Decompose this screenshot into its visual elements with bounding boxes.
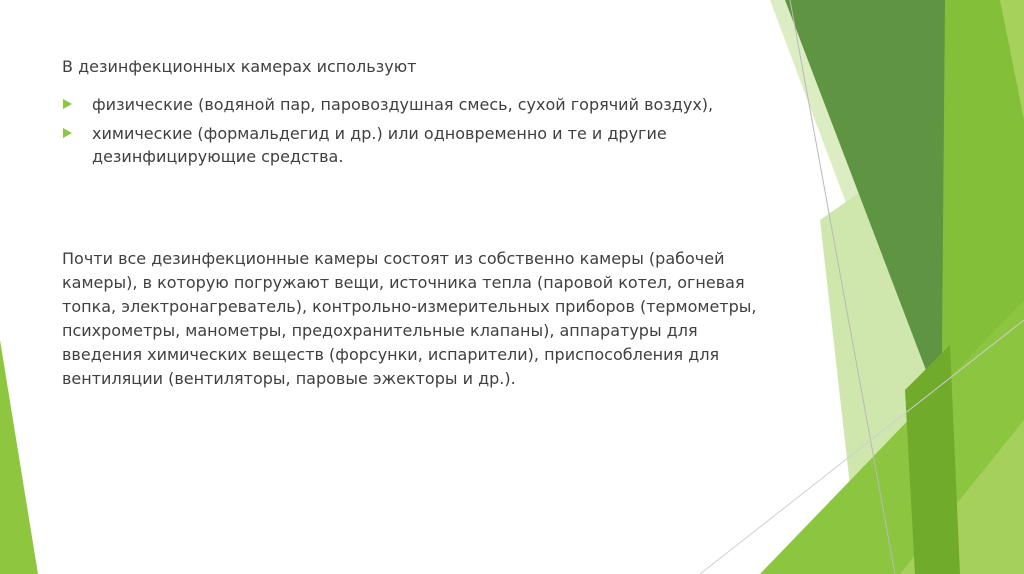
bullet-text: химические (формальдегид и др.) или одновременно и те и другие дезинфицирующие средства.: [92, 124, 667, 166]
slide-content: [62, 57, 782, 388]
bullet-text: физические (водяной пар, паровоздушная смесь, сухой горячий воздух),: [92, 95, 714, 114]
bullet-item: [62, 122, 782, 168]
left-green-shape: [0, 340, 38, 574]
triangle-bullet-icon: [63, 99, 72, 109]
triangle-bullet-icon: [63, 128, 72, 138]
description-paragraph: Почти все дезинфекционные камеры состоят из собственно камеры (рабочей камеры), в которую погружают вещи, источника тепла (паровой котел, огневая топка, электронагреватель), контрольно-измерительных приборов (термометры, психрометры, манометры, предохранительные клапаны), аппаратуры для введения химических веществ (форсунки, испарители), приспособления для вентиляции (вентиляторы, паровые эжекторы и др.).: [62, 249, 757, 388]
bullet-item: [62, 93, 782, 116]
bullet-list: [62, 93, 782, 168]
intro-text: В дезинфекционных камерах используют: [62, 57, 417, 76]
